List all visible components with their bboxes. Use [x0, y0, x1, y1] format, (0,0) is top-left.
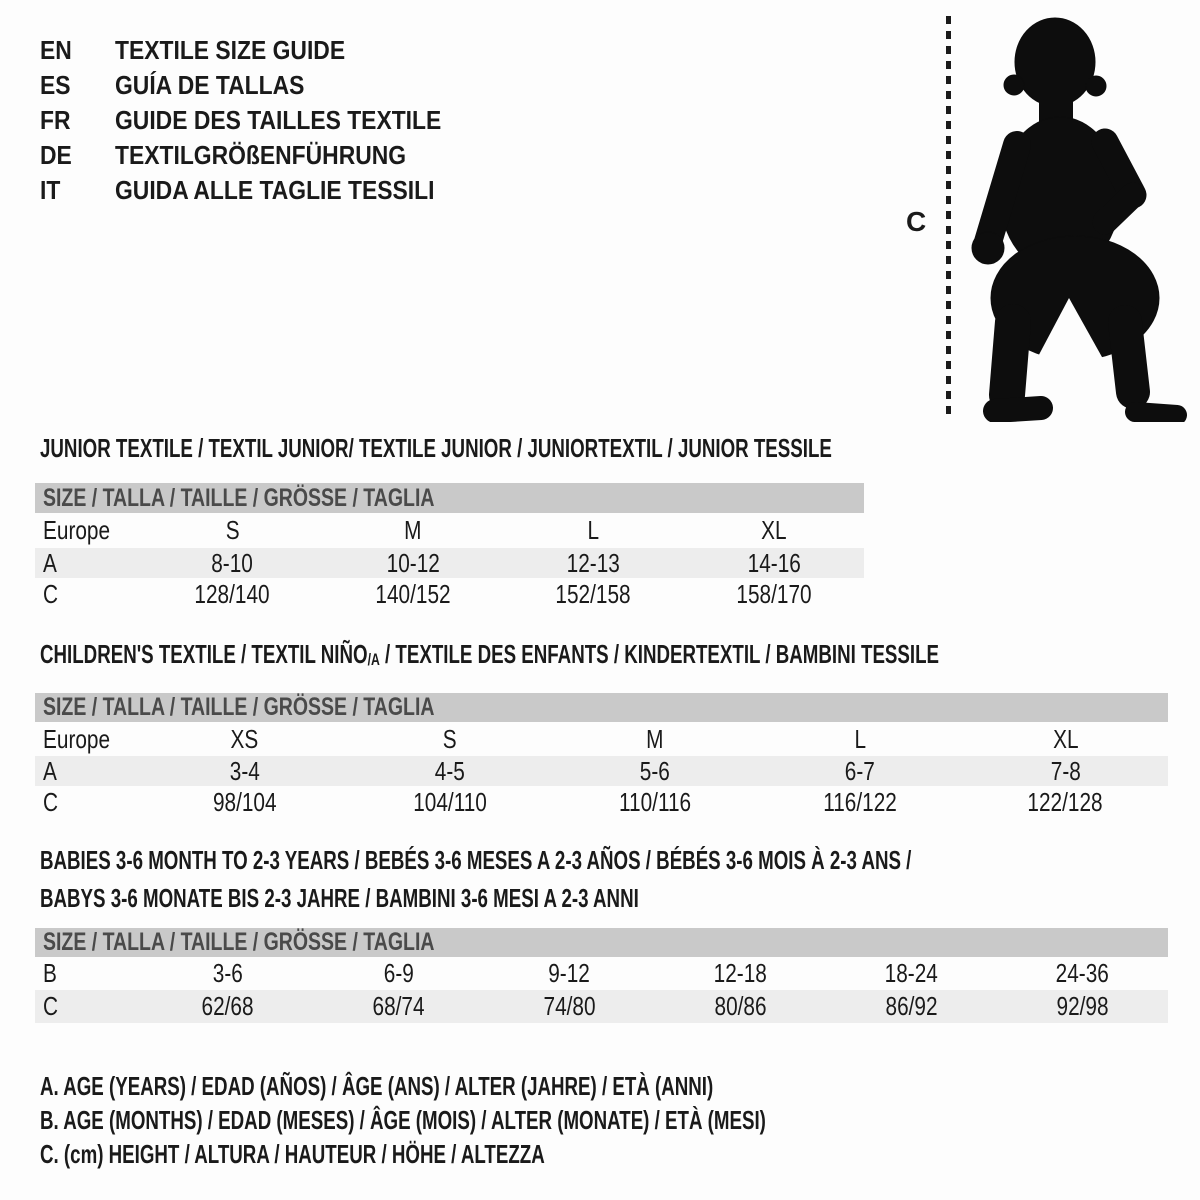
cell-value: 140/152	[375, 579, 451, 609]
cell-value: 5-6	[639, 755, 671, 786]
footnote-c: C. (cm) HEIGHT / ALTURA / HAUTEUR / HÖHE / ALTEZZA	[40, 1139, 545, 1169]
language-row	[40, 138, 486, 173]
row-label: C	[43, 579, 59, 609]
table-row	[35, 786, 1168, 819]
language-title: TEXTILE SIZE GUIDE	[115, 35, 346, 65]
cell-value: 6-9	[383, 958, 414, 988]
cell-value: 92/98	[1056, 991, 1109, 1021]
row-label: Europe	[43, 723, 111, 754]
cell-value: XL	[1052, 723, 1079, 754]
babies-table	[35, 957, 1168, 1023]
language-list	[40, 33, 486, 208]
language-title: TEXTILGRÖßENFÜHRUNG	[115, 140, 407, 170]
cell-value: 104/110	[412, 787, 487, 817]
table-row	[35, 756, 1168, 786]
cell-value: L	[587, 515, 600, 545]
heading-subscript: /A	[367, 650, 380, 669]
cell-value: 80/86	[714, 991, 767, 1021]
cell-value: 14-16	[747, 547, 801, 578]
toddler-silhouette-icon	[955, 10, 1195, 422]
babies-section-heading-line1: BABIES 3-6 MONTH TO 2-3 YEARS / BEBÉS 3-6 MESES A 2-3 AÑOS / BÉBÉS 3-6 MOIS À 2-3 ANS /	[40, 845, 912, 875]
children-section-heading: CHILDREN'S TEXTILE / TEXTIL NIÑO/A / TEXTILE DES ENFANTS / KINDERTEXTIL / BAMBINI TESSILE	[40, 639, 940, 669]
babies-size-bar: SIZE / TALLA / TAILLE / GRÖSSE / TAGLIA	[35, 928, 1168, 957]
cell-value: L	[854, 723, 866, 754]
cell-value: 6-7	[845, 755, 876, 786]
cell-value: 4-5	[434, 755, 465, 786]
language-title: GUIDE DES TAILLES TEXTILE	[115, 105, 442, 135]
table-row	[35, 990, 1168, 1023]
table-row	[35, 578, 864, 611]
cell-value: 128/140	[194, 579, 270, 609]
language-code: ES	[40, 70, 71, 100]
cell-value: S	[442, 723, 457, 754]
row-label: C	[43, 991, 59, 1021]
language-title: GUÍA DE TALLAS	[115, 70, 305, 100]
cell-value: 10-12	[386, 547, 440, 578]
footnote-b: B. AGE (MONTHS) / EDAD (MESES) / ÂGE (MOIS) / ALTER (MONATE) / ETÀ (MESI)	[40, 1105, 766, 1135]
row-label: Europe	[43, 515, 111, 545]
babies-section-heading-line2: BABYS 3-6 MONATE BIS 2-3 JAHRE / BAMBINI 3-6 MESI A 2-3 ANNI	[40, 883, 639, 913]
junior-table	[35, 513, 864, 611]
cell-value: 62/68	[201, 991, 254, 1021]
cell-value: 158/170	[736, 579, 812, 609]
cell-value: 74/80	[543, 991, 596, 1021]
row-label: A	[43, 547, 57, 578]
figure-label-c: C	[906, 206, 927, 237]
cell-value: 3-4	[229, 755, 260, 786]
cell-value: 110/116	[618, 787, 692, 817]
cell-value: XL	[761, 515, 787, 545]
language-title: GUIDA ALLE TAGLIE TESSILI	[115, 175, 435, 205]
language-row	[40, 173, 486, 208]
table-row	[35, 722, 1168, 756]
row-label: C	[43, 787, 59, 817]
row-label: B	[43, 958, 57, 988]
cell-value: 12-13	[566, 547, 620, 578]
cell-value: 9-12	[548, 958, 591, 988]
cell-value: 86/92	[885, 991, 938, 1021]
row-label: A	[43, 755, 57, 786]
cell-value: 116/122	[823, 787, 898, 817]
cell-value: 98/104	[212, 787, 277, 817]
table-row	[35, 548, 864, 578]
cell-value: 7-8	[1050, 755, 1081, 786]
language-code: IT	[40, 175, 61, 205]
height-measure-dashed-line	[946, 16, 951, 416]
footnote-a: A. AGE (YEARS) / EDAD (AÑOS) / ÂGE (ANS) / ALTER (JAHRE) / ETÀ (ANNI)	[40, 1071, 714, 1101]
language-row	[40, 68, 486, 103]
children-size-bar: SIZE / TALLA / TAILLE / GRÖSSE / TAGLIA	[35, 693, 1168, 722]
table-row	[35, 513, 864, 548]
cell-value: 152/158	[555, 579, 631, 609]
cell-value: 68/74	[372, 991, 425, 1021]
cell-value: M	[404, 515, 422, 545]
cell-value: 3-6	[212, 958, 243, 988]
cell-value: XS	[230, 723, 259, 754]
junior-section-heading: JUNIOR TEXTILE / TEXTIL JUNIOR/ TEXTILE JUNIOR / JUNIORTEXTIL / JUNIOR TESSILE	[40, 433, 832, 463]
junior-size-bar: SIZE / TALLA / TAILLE / GRÖSSE / TAGLIA	[35, 483, 864, 513]
cell-value: 8-10	[211, 547, 254, 578]
cell-value: 24-36	[1055, 958, 1110, 988]
children-table	[35, 722, 1168, 819]
language-row	[40, 103, 486, 138]
cell-value: 18-24	[884, 958, 939, 988]
language-row	[40, 33, 486, 68]
language-code: DE	[40, 140, 72, 170]
cell-value: 122/128	[1027, 787, 1104, 817]
cell-value: M	[646, 723, 664, 754]
language-code: EN	[40, 35, 72, 65]
language-code: FR	[40, 105, 71, 135]
table-row	[35, 957, 1168, 990]
cell-value: S	[225, 515, 240, 545]
cell-value: 12-18	[713, 958, 768, 988]
